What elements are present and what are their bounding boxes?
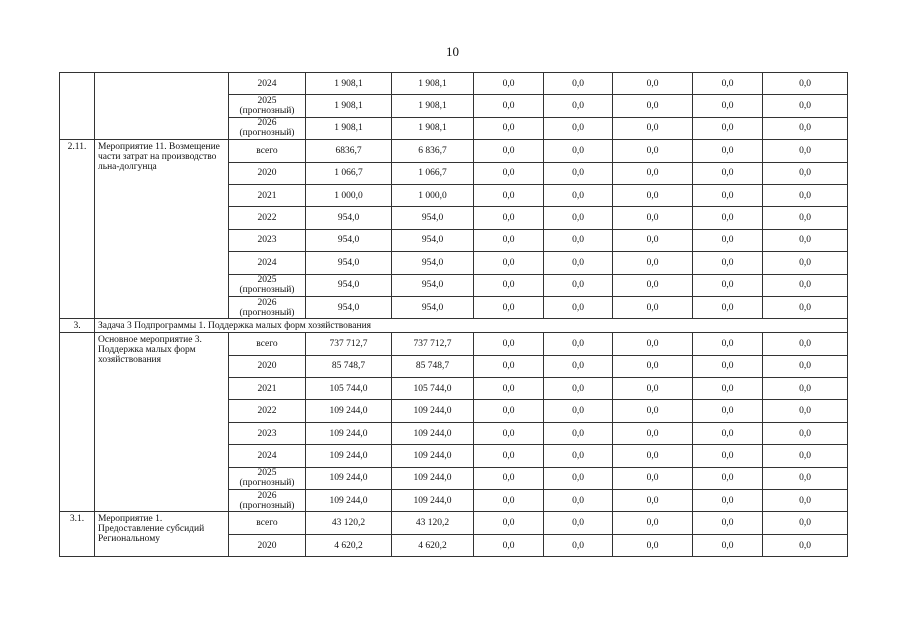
value-cell: 1 908,1 <box>392 73 474 95</box>
value-cell: 0,0 <box>763 229 848 251</box>
value-cell: 109 244,0 <box>392 400 474 422</box>
value-cell: 0,0 <box>544 73 613 95</box>
value-cell: 0,0 <box>474 534 544 556</box>
value-cell: 0,0 <box>474 490 544 512</box>
measure-name: Мероприятие 1. Предоставление субсидий Региональному <box>95 512 229 557</box>
value-cell: 0,0 <box>613 534 693 556</box>
row-index <box>60 73 95 140</box>
value-cell: 0,0 <box>693 184 763 206</box>
value-cell: 0,0 <box>474 162 544 184</box>
value-cell: 0,0 <box>544 140 613 162</box>
value-cell: 0,0 <box>474 229 544 251</box>
value-cell: 0,0 <box>613 400 693 422</box>
value-cell: 0,0 <box>763 400 848 422</box>
value-cell: 0,0 <box>763 184 848 206</box>
value-cell: 1 066,7 <box>306 162 392 184</box>
value-cell: 0,0 <box>544 95 613 117</box>
value-cell: 1 066,7 <box>392 162 474 184</box>
value-cell: 0,0 <box>613 117 693 139</box>
value-cell: 0,0 <box>613 355 693 377</box>
value-cell: 0,0 <box>693 229 763 251</box>
value-cell: 85 748,7 <box>392 355 474 377</box>
value-cell: 0,0 <box>693 73 763 95</box>
value-cell: 0,0 <box>544 490 613 512</box>
value-cell: 0,0 <box>763 534 848 556</box>
value-cell: 954,0 <box>392 274 474 296</box>
value-cell: 43 120,2 <box>392 512 474 534</box>
value-cell: 0,0 <box>613 296 693 318</box>
year-cell: 2026 (прогнозный) <box>229 490 306 512</box>
value-cell: 109 244,0 <box>306 490 392 512</box>
value-cell: 0,0 <box>544 274 613 296</box>
value-cell: 0,0 <box>544 422 613 444</box>
value-cell: 0,0 <box>763 467 848 489</box>
value-cell: 0,0 <box>544 184 613 206</box>
year-cell: 2026 (прогнозный) <box>229 117 306 139</box>
value-cell: 0,0 <box>613 229 693 251</box>
value-cell: 0,0 <box>693 162 763 184</box>
value-cell: 109 244,0 <box>306 445 392 467</box>
value-cell: 0,0 <box>474 252 544 274</box>
value-cell: 0,0 <box>544 512 613 534</box>
value-cell: 0,0 <box>544 467 613 489</box>
value-cell: 0,0 <box>544 117 613 139</box>
value-cell: 0,0 <box>544 296 613 318</box>
value-cell: 0,0 <box>763 445 848 467</box>
value-cell: 0,0 <box>613 140 693 162</box>
value-cell: 0,0 <box>474 296 544 318</box>
value-cell: 0,0 <box>693 445 763 467</box>
task-title: Задача 3 Подпрограммы 1. Поддержка малых форм хозяйствования <box>95 319 848 333</box>
value-cell: 0,0 <box>693 512 763 534</box>
value-cell: 0,0 <box>763 95 848 117</box>
year-cell: 2024 <box>229 252 306 274</box>
value-cell: 954,0 <box>306 252 392 274</box>
value-cell: 109 244,0 <box>306 467 392 489</box>
value-cell: 954,0 <box>392 207 474 229</box>
value-cell: 0,0 <box>544 252 613 274</box>
value-cell: 4 620,2 <box>392 534 474 556</box>
value-cell: 954,0 <box>306 229 392 251</box>
value-cell: 954,0 <box>392 296 474 318</box>
value-cell: 0,0 <box>763 73 848 95</box>
value-cell: 0,0 <box>693 355 763 377</box>
value-cell: 0,0 <box>693 252 763 274</box>
row-index <box>60 333 95 512</box>
year-cell: 2024 <box>229 445 306 467</box>
value-cell: 0,0 <box>693 422 763 444</box>
value-cell: 4 620,2 <box>306 534 392 556</box>
row-index: 2.11. <box>60 140 95 319</box>
value-cell: 0,0 <box>474 184 544 206</box>
year-cell: 2025 (прогнозный) <box>229 274 306 296</box>
value-cell: 0,0 <box>474 400 544 422</box>
value-cell: 0,0 <box>474 73 544 95</box>
value-cell: 0,0 <box>613 95 693 117</box>
value-cell: 0,0 <box>544 333 613 355</box>
value-cell: 0,0 <box>693 400 763 422</box>
value-cell: 1 908,1 <box>392 95 474 117</box>
year-cell: 2021 <box>229 184 306 206</box>
value-cell: 0,0 <box>544 229 613 251</box>
value-cell: 0,0 <box>613 207 693 229</box>
value-cell: 0,0 <box>693 207 763 229</box>
value-cell: 0,0 <box>474 467 544 489</box>
value-cell: 0,0 <box>613 73 693 95</box>
value-cell: 109 244,0 <box>306 400 392 422</box>
value-cell: 0,0 <box>474 422 544 444</box>
table-row <box>60 73 848 95</box>
value-cell: 0,0 <box>613 512 693 534</box>
value-cell: 954,0 <box>392 252 474 274</box>
value-cell: 6 836,7 <box>392 140 474 162</box>
value-cell: 105 744,0 <box>306 378 392 400</box>
value-cell: 0,0 <box>474 378 544 400</box>
year-cell: 2022 <box>229 400 306 422</box>
value-cell: 0,0 <box>613 333 693 355</box>
measure-name: Основное мероприятие 3. Поддержка малых форм хозяйствования <box>95 333 229 512</box>
value-cell: 0,0 <box>544 378 613 400</box>
table-row <box>60 140 848 162</box>
value-cell: 0,0 <box>613 422 693 444</box>
value-cell: 954,0 <box>306 207 392 229</box>
value-cell: 954,0 <box>306 274 392 296</box>
year-cell: всего <box>229 512 306 534</box>
budget-table <box>59 72 848 557</box>
value-cell: 1 908,1 <box>392 117 474 139</box>
value-cell: 0,0 <box>693 333 763 355</box>
value-cell: 109 244,0 <box>306 422 392 444</box>
value-cell: 954,0 <box>306 296 392 318</box>
value-cell: 0,0 <box>763 355 848 377</box>
value-cell: 0,0 <box>474 207 544 229</box>
value-cell: 0,0 <box>613 445 693 467</box>
value-cell: 0,0 <box>693 117 763 139</box>
value-cell: 0,0 <box>693 490 763 512</box>
measure-name: Мероприятие 11. Возмещение части затрат на производство льна-долгунца <box>95 140 229 319</box>
value-cell: 0,0 <box>613 184 693 206</box>
year-cell: 2025 (прогнозный) <box>229 95 306 117</box>
value-cell: 0,0 <box>693 140 763 162</box>
value-cell: 0,0 <box>693 467 763 489</box>
value-cell: 109 244,0 <box>392 445 474 467</box>
year-cell: 2025 (прогнозный) <box>229 467 306 489</box>
value-cell: 0,0 <box>474 355 544 377</box>
value-cell: 0,0 <box>544 162 613 184</box>
value-cell: 0,0 <box>544 400 613 422</box>
value-cell: 1 908,1 <box>306 95 392 117</box>
value-cell: 85 748,7 <box>306 355 392 377</box>
value-cell: 0,0 <box>474 333 544 355</box>
value-cell: 0,0 <box>763 140 848 162</box>
year-cell: 2022 <box>229 207 306 229</box>
year-cell: 2021 <box>229 378 306 400</box>
year-cell: 2020 <box>229 162 306 184</box>
value-cell: 954,0 <box>392 229 474 251</box>
value-cell: 0,0 <box>474 117 544 139</box>
value-cell: 0,0 <box>613 274 693 296</box>
value-cell: 0,0 <box>693 274 763 296</box>
value-cell: 0,0 <box>613 252 693 274</box>
value-cell: 0,0 <box>763 207 848 229</box>
value-cell: 0,0 <box>474 95 544 117</box>
table-row <box>60 333 848 355</box>
value-cell: 0,0 <box>693 534 763 556</box>
value-cell: 0,0 <box>613 490 693 512</box>
year-cell: всего <box>229 140 306 162</box>
value-cell: 0,0 <box>544 207 613 229</box>
year-cell: 2020 <box>229 355 306 377</box>
value-cell: 0,0 <box>693 95 763 117</box>
value-cell: 737 712,7 <box>306 333 392 355</box>
value-cell: 0,0 <box>763 512 848 534</box>
value-cell: 0,0 <box>763 490 848 512</box>
value-cell: 0,0 <box>544 445 613 467</box>
value-cell: 0,0 <box>544 534 613 556</box>
value-cell: 43 120,2 <box>306 512 392 534</box>
value-cell: 6836,7 <box>306 140 392 162</box>
table-row <box>60 512 848 534</box>
value-cell: 109 244,0 <box>392 467 474 489</box>
year-cell: 2023 <box>229 229 306 251</box>
value-cell: 109 244,0 <box>392 422 474 444</box>
value-cell: 0,0 <box>474 512 544 534</box>
value-cell: 0,0 <box>474 140 544 162</box>
value-cell: 0,0 <box>763 162 848 184</box>
value-cell: 0,0 <box>763 378 848 400</box>
value-cell: 0,0 <box>693 296 763 318</box>
year-cell: 2026 (прогнозный) <box>229 296 306 318</box>
value-cell: 0,0 <box>474 445 544 467</box>
value-cell: 0,0 <box>763 333 848 355</box>
value-cell: 109 244,0 <box>392 490 474 512</box>
value-cell: 0,0 <box>474 274 544 296</box>
measure-name <box>95 73 229 140</box>
page-number: 10 <box>446 44 459 59</box>
value-cell: 0,0 <box>763 296 848 318</box>
value-cell: 0,0 <box>763 252 848 274</box>
row-index: 3.1. <box>60 512 95 557</box>
task-row <box>60 319 848 333</box>
value-cell: 0,0 <box>613 467 693 489</box>
value-cell: 1 908,1 <box>306 117 392 139</box>
year-cell: 2024 <box>229 73 306 95</box>
year-cell: всего <box>229 333 306 355</box>
value-cell: 105 744,0 <box>392 378 474 400</box>
value-cell: 1 000,0 <box>306 184 392 206</box>
value-cell: 0,0 <box>613 378 693 400</box>
value-cell: 1 000,0 <box>392 184 474 206</box>
value-cell: 0,0 <box>693 378 763 400</box>
year-cell: 2023 <box>229 422 306 444</box>
value-cell: 0,0 <box>613 162 693 184</box>
row-index: 3. <box>60 319 95 333</box>
value-cell: 1 908,1 <box>306 73 392 95</box>
value-cell: 0,0 <box>763 274 848 296</box>
value-cell: 0,0 <box>763 117 848 139</box>
value-cell: 0,0 <box>763 422 848 444</box>
value-cell: 0,0 <box>544 355 613 377</box>
year-cell: 2020 <box>229 534 306 556</box>
value-cell: 737 712,7 <box>392 333 474 355</box>
